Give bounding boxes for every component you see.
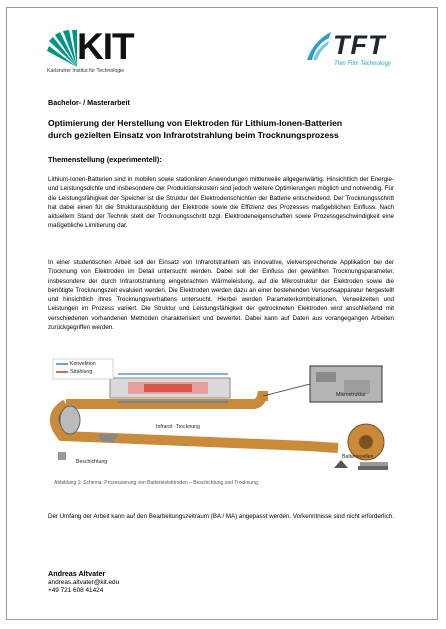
kit-logo [47,27,157,75]
tft-logo [305,30,410,74]
paragraph-scope: Der Umfang der Arbeit kann auf den Bearbeitungszeitraum (BA / MA) angepasst werden. Vorkenntnisse sind nicht erforderlich. [48,513,394,520]
contact-name: Andreas Altvater [48,569,106,578]
thesis-type-label: Bachelor- / Masterarbeit [48,98,130,107]
label-infrarot-trocknung: Infrarot -Trocknung [156,424,200,430]
figure-caption: Abbildung 1: Schema: Prozessierung von Batterieelektroden – Beschichtung und Trocknung. [54,480,260,486]
contact-email[interactable]: andreas.altvater@kit.edu [48,578,120,586]
tft-subtitle: Thin Film Technology [334,61,391,67]
kit-subtitle: Karlsruher Institut für Technologie [47,68,125,74]
contact-block [48,570,119,596]
paragraph-task: In einer studentischen Arbeit soll der Einsatz von Infrarotstrahlern als innovative, vielversprechende Applikation bei der Trocknung von Elektroden im Detail untersucht werden. Dabei soll der Einfluss der gewählten Trocknungsparameter, insbesondere der durch Infrarotstrahlung eingebrachten Wärmeleistung, auf die Mikrostruktur der Elektroden sowie die benötigte Trocknungszeit evaluiert werden. Die Elektroden werden dazu an einer bestehenden Versuchsapparatur hergestellt und hinsichtlich ihres Trocknungsverhaltens untersucht. Hierbei werden Parameterkombinationen, Verweilzeiten und Leistungen im Prozess variiert. Die Struktur und Leistungsfähigkeit der getrockneten Elektroden wird anschließend mit verschiedenen vorhandenen Methoden charakterisiert und bewertet. Dabei kann auf Daten aus vorangegangen Arbeiten zurückgegriffen werden. [48,259,394,332]
label-mikrostruktur: Mikrostruktur [336,392,366,398]
process-figure [48,356,394,486]
paragraph-intro: Lithium-Ionen-Batterien sind in mobilen sowie stationären Anwendungen mittlerweile allgegenwärtig. Hinsichtlich der Energie- und Leistungsdichte und insbesondere der Produktionskosten sind jedoch weitere Optimierungen möglich und notwendig. Für die Leistungsfähigkeit der Speicher ist die Struktur der Elektrodenschichten der Batterie entscheidend. Der Trocknungsschritt hat dabei einen für die Strukturausbildung der Elektrode sowie die Effizienz des Prozesses maßgeblichen Einfluss. Nach aktuellem Stand der Technik stellt der Trocknungsschritt bzgl. Elektrodeneigenschaften sowie Prozessgeschwindigkeit eine maßgebliche Limitierung dar. [48,176,394,230]
title-line-1: Optimierung der Herstellung von Elektroden für Lithium-Ionen-Batterien [48,118,343,128]
label-beschichtung: Beschichtung [76,459,108,465]
tft-wordmark: TFT [333,30,386,60]
kit-fan-icon [47,29,79,69]
legend-konvektion: Konvektion [70,361,96,367]
document-title [48,117,342,141]
title-line-2: durch gezielten Einsatz von Infrarotstrahlung beim Trocknungsprozess [48,130,339,140]
section-heading: Themenstellung (experimentell): [48,155,162,164]
kit-wordmark: KIT [77,26,134,67]
label-batteriezellen: Batteriezellen [342,454,374,460]
legend-strahlung: Strahlung [70,369,93,375]
contact-phone: +49 721 608 41424 [48,587,104,595]
tft-swoosh-icon [305,30,333,62]
